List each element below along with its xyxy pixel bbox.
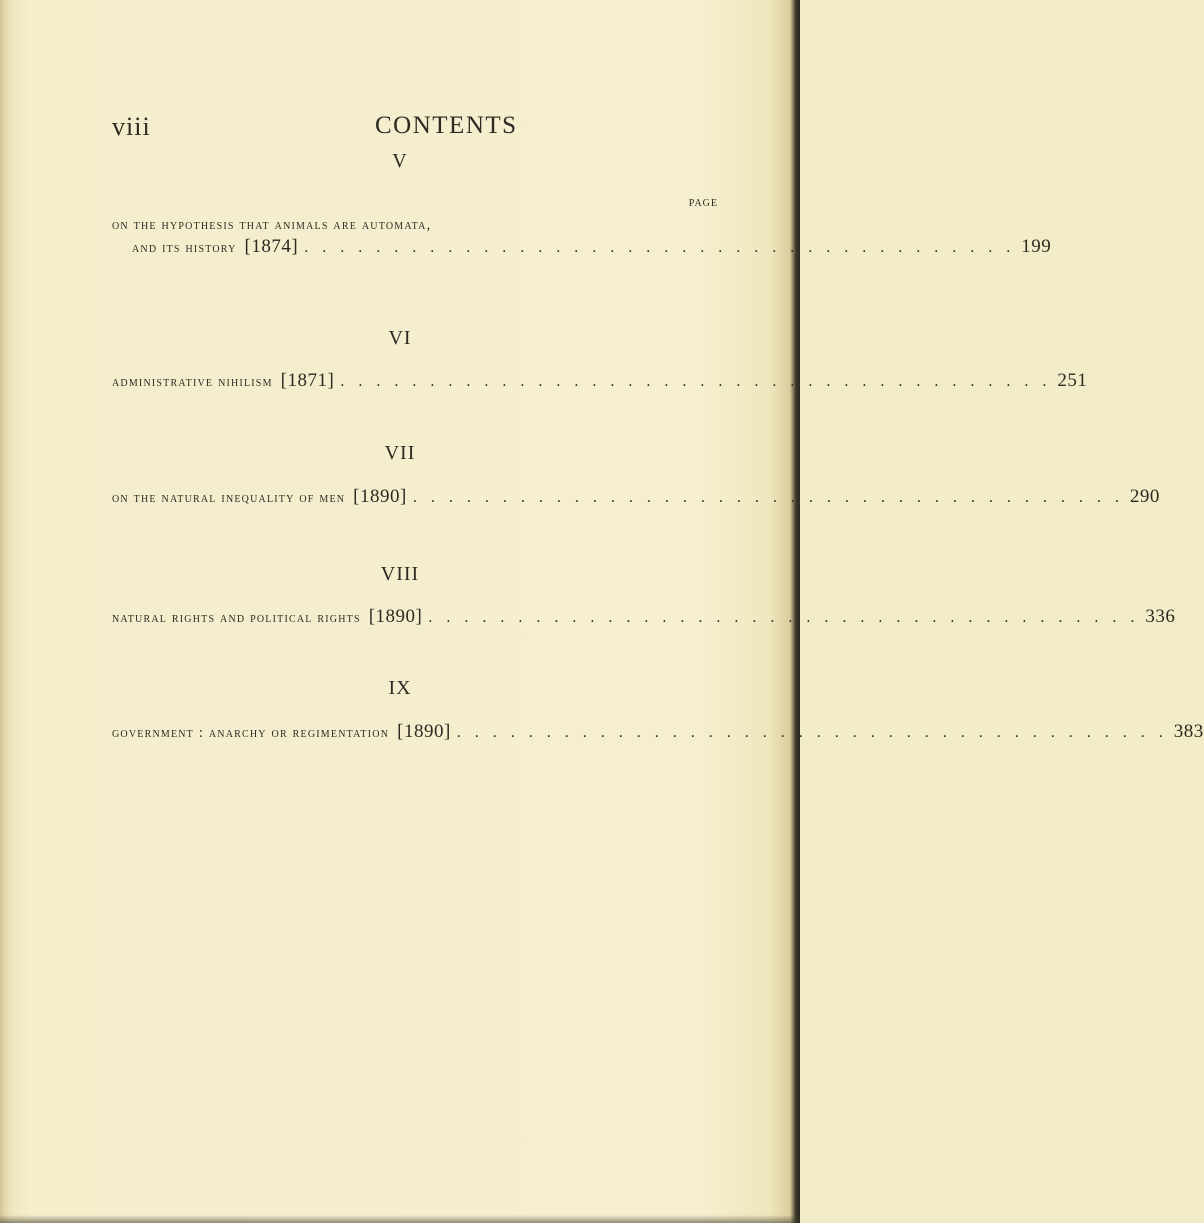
toc-entry-page: 336: [1145, 606, 1176, 627]
toc-entry-title: on the natural inequality of men: [112, 490, 346, 506]
section-number-vii: VII: [384, 442, 416, 464]
toc-entry-title: natural rights and political rights: [112, 610, 361, 626]
dot-leader: . . . . . . . . . . . . . . . . . . . . . . . . . . . . . . . . . . . . . . . .: [412, 489, 1124, 506]
toc-entry-year: [1890]: [397, 721, 451, 742]
dot-leader: . . . . . . . . . . . . . . . . . . . . . . . . . . . . . . . . . . . . . . . .: [340, 373, 1052, 390]
section-number-v: V: [392, 150, 408, 172]
dot-leader: . . . . . . . . . . . . . . . . . . . . . . . . . . . . . . . . . . . . . . . .: [428, 609, 1140, 626]
toc-entry-viii[interactable]: [112, 606, 1176, 628]
toc-entry-title: administrative nihilism: [112, 374, 273, 390]
toc-entry-year: [1871]: [280, 370, 335, 391]
toc-entry-title-line: [112, 217, 709, 234]
section-number-viii: VIII: [380, 563, 420, 585]
toc-entry-year: [1890]: [368, 606, 423, 627]
dot-leader: . . . . . . . . . . . . . . . . . . . . . . . . . . . . . . . . . . . . . . . .: [304, 239, 1016, 256]
toc-entry-ix[interactable]: [112, 721, 1204, 743]
toc-entry-year: [1890]: [353, 486, 407, 507]
toc-entry-title-line: [112, 370, 1088, 392]
toc-entry-vii[interactable]: [112, 486, 1160, 508]
toc-entry-v[interactable]: [112, 217, 1052, 258]
page-folio: viii: [112, 112, 151, 141]
toc-entry-title-line: [112, 486, 1160, 508]
toc-entry-title-line: [112, 721, 1204, 743]
page-bottom-shadow: [0, 1215, 800, 1223]
toc-entry-title: government : anarchy or regimentation: [112, 725, 390, 741]
toc-entry-title: on the hypothesis that animals are automata,: [112, 217, 432, 233]
page-edge: [0, 0, 14, 1223]
toc-entry-title: and its history: [132, 240, 237, 256]
toc-entry-title-line: [112, 236, 1052, 258]
toc-entry-page: 199: [1021, 236, 1052, 257]
section-number-vi: VI: [388, 327, 412, 349]
toc-entry-vi[interactable]: [112, 370, 1088, 392]
page-header: [0, 112, 800, 152]
toc-entry-year: [1874]: [244, 236, 299, 257]
dot-leader: . . . . . . . . . . . . . . . . . . . . . . . . . . . . . . . . . . . . . . . .: [456, 724, 1168, 741]
toc-entry-title-line: [112, 606, 1176, 628]
toc-entry-page: 251: [1057, 370, 1088, 391]
section-number-ix: IX: [388, 677, 412, 699]
toc-entry-page: 290: [1129, 486, 1160, 507]
page-title: CONTENTS: [375, 112, 518, 139]
toc-entry-page: 383: [1173, 721, 1204, 742]
page-column-label: PAGE: [688, 198, 718, 209]
